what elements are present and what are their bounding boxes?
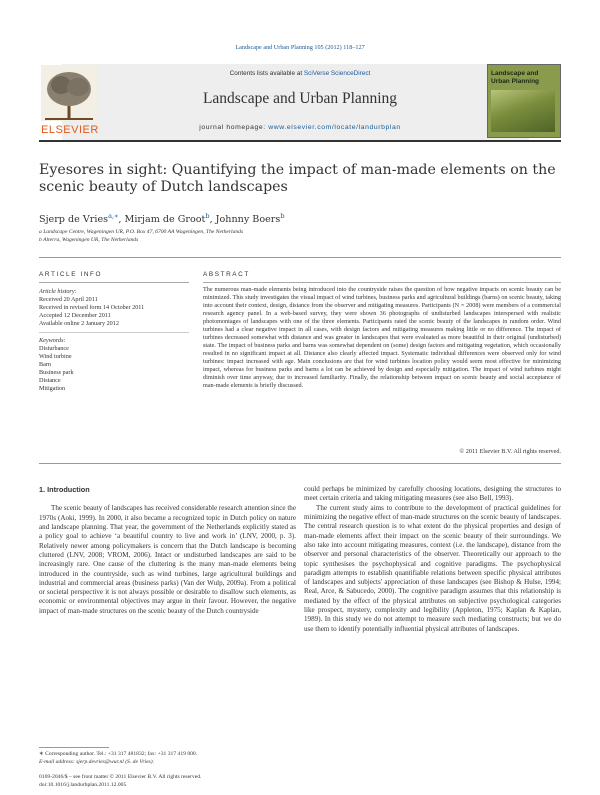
keyword: Barn (39, 361, 52, 368)
history-item: Available online 2 January 2012 (39, 319, 119, 327)
history-item: Received 20 April 2011 (39, 295, 98, 303)
author-name: Mirjam de Groot (124, 214, 206, 226)
corresponding-author-note: ∗ Corresponding author. Tel.: +31 317 481832; fax: +31 317 419 000. (39, 751, 198, 757)
journal-reference[interactable]: Landscape and Urban Planning 105 (2012) 118–127 (235, 44, 365, 51)
keyword: Wind turbine (39, 353, 72, 360)
article-history (39, 288, 189, 328)
body-column-right (304, 485, 561, 634)
author-list (39, 212, 285, 225)
header-divider (39, 140, 561, 142)
keyword: Distance (39, 377, 61, 384)
affiliation-b: b Alterra, Wageningen UR, The Netherlands (39, 237, 139, 243)
sciencedirect-link[interactable]: SciVerse ScienceDirect (303, 70, 371, 77)
homepage-prefix: journal homepage: (199, 124, 269, 131)
doi-link[interactable]: doi:10.1016/j.landurbplan.2011.12.005 (39, 782, 127, 788)
keyword: Disturbance (39, 345, 69, 352)
article-info-heading: ARTICLE INFO (39, 271, 103, 278)
section-title: 1. Introduction (39, 485, 90, 494)
author-mark[interactable]: a,∗ (108, 212, 119, 220)
divider (203, 282, 561, 283)
affiliation-a: a Landscape Centre, Wageningen UR, P.O. Box 47, 6700 AA Wageningen, The Netherlands (39, 229, 244, 235)
body-column-left (39, 485, 296, 616)
body-paragraph: The scenic beauty of landscapes has received considerable research attention since the 1970s (Aoki, 1999). In 2000, it also became a recognized topic in Dutch policy on nature and landscape planning. That year, the government of the Netherlands explicitly stated as a policy goal to achieve ‘a beautiful country to live and work in’ (LNV, 2000, p. 3). Relatively newer among policymakers is concern that the Dutch landscape is becoming cluttered (LNV, 2008; VROM, 2006). Intact or undisturbed landscapes are said to be increasingly rare. One cause of the cluttering is the many man-made elements being introduced in the countryside, such as wind turbines, large agricultural buildings and industrial and commercial areas (business parks) (Van der Wulp, 2009a). From a political or societal perspective it is not always possible or desirable to disallow such elements, as economic or environmental objectives may argue in their favour. However, the negative impact of man-made structures on the scenic beauty of the Dutch countryside (39, 504, 296, 615)
abstract-text: The numerous man-made elements being introduced into the countryside raises the question of how negative impacts on scenic beauty can be minimized. This study investigates the visual impact of wind turbines, business parks and agricultural buildings (barns) on scenic beauty, taking into account their context, design, distance from the observer and mitigating measures. Participants (N = 2008) were members of a commercial research agency panel. In a web-based survey, they were shown 36 photographs of undisturbed landscapes interspersed with realistic photomontages of landscapes with one of the three elements. Participants rated the scenic beauty of the landscapes in random order. Wind turbines had a clear negative impact in all cases, with design factors and mitigating measures making little or no difference. The impact of turbines decreased somewhat with distance and was greater in landscapes that were evaluated as more beautiful in their original (undisturbed) state. The impact of business parks and barns was somewhat dependent on (some) design factors and mitigating vegetation, which occasionally resulted in no significant impact at all. Distance also clearly affected impact. Systematic individual differences were observed only for wind turbines: impact increased with age. Main conclusions are that for wind turbines location policy would seem most effective for minimizing impact, whereas for business parks and barns a lot can be achieved by design and especially mitigation. The impact of wind turbines might diminish over time anyway, due to increased familiarity. Finally, the relationship between impact on scenic beauty and social acceptance of man-made elements is briefly discussed. (203, 286, 561, 390)
author-mark[interactable]: b (280, 212, 285, 220)
body-paragraph: could perhaps be minimized by carefully choosing locations, designing the structures to meet certain criteria and taking mitigating measures (see also Bell, 1993). (304, 485, 561, 503)
cover-image (491, 90, 555, 132)
body-paragraph: The current study aims to contribute to the development of practical guidelines for minimizing the negative effect of man-made structures on the scenic beauty of landscapes. The central research question is to what extent do the physical properties and design of man-made elements affect their impact on the scenic beauty of their surroundings. We also take into account mitigating measures, context (i.e. the landscape), distance from the observer and personal characteristics of the observer. Theoretically our approach to the topic synthesises the psychophysical and cognitive paradigms. The psychophysical paradigm attempts to establish quantifiable relations between specific physical attributes of landscapes and subjects' appreciation of these landscapes (see Bishop & Hulse, 1994; Real, Arce, & Sabucedo, 2000). The cognitive paradigm assumes that this relationship is mediated by the effect of the physical attributes on subjective psychological categories like prospect, mystery, complexity and legibility (Appleton, 1975; Kaplan & Kaplan, 1989). In this study we do not attempt to measure such mediating constructs; but we do use them to identify potentially influential physical attributes of landscapes. (304, 503, 561, 633)
cover-title: Landscape and Urban Planning (491, 70, 540, 85)
history-item: Received in revised form 14 October 2011 (39, 303, 145, 311)
author-separator: , (209, 214, 216, 226)
keyword: Business park (39, 369, 74, 376)
author-mark[interactable]: b (205, 212, 210, 220)
abstract-heading: ABSTRACT (203, 271, 250, 278)
journal-title: Landscape and Urban Planning (202, 90, 398, 107)
author-separator: , (118, 214, 125, 226)
divider (39, 332, 189, 333)
author-name: Johnny Boers (215, 214, 281, 226)
history-item: Accepted 12 December 2011 (39, 311, 111, 319)
divider (39, 463, 561, 464)
keywords-label: Keywords: (39, 337, 66, 344)
homepage-link[interactable]: www.elsevier.com/locate/landurbplan (268, 124, 401, 131)
email-note[interactable]: E-mail address: sjerp.devries@wur.nl (S. de Vries). (39, 759, 154, 765)
footnote-divider (39, 747, 109, 748)
article-title: Eyesores in sight: Quantifying the impact of man-made elements on the scenic beauty of Dutch landscapes (39, 162, 556, 195)
contents-prefix: Contents lists available at (229, 70, 304, 77)
issn-line: 0169-2046/$ – see front matter © 2011 Elsevier B.V. All rights reserved. (39, 774, 202, 780)
keyword: Mitigation (39, 385, 66, 392)
keywords (39, 337, 189, 393)
copyright-notice: © 2011 Elsevier B.V. All rights reserved. (459, 448, 561, 455)
divider (39, 257, 561, 258)
divider (39, 282, 189, 283)
history-label: Article history: (39, 288, 77, 295)
publisher-name[interactable]: ELSEVIER (41, 124, 99, 136)
author-name: Sjerp de Vries (39, 214, 109, 226)
